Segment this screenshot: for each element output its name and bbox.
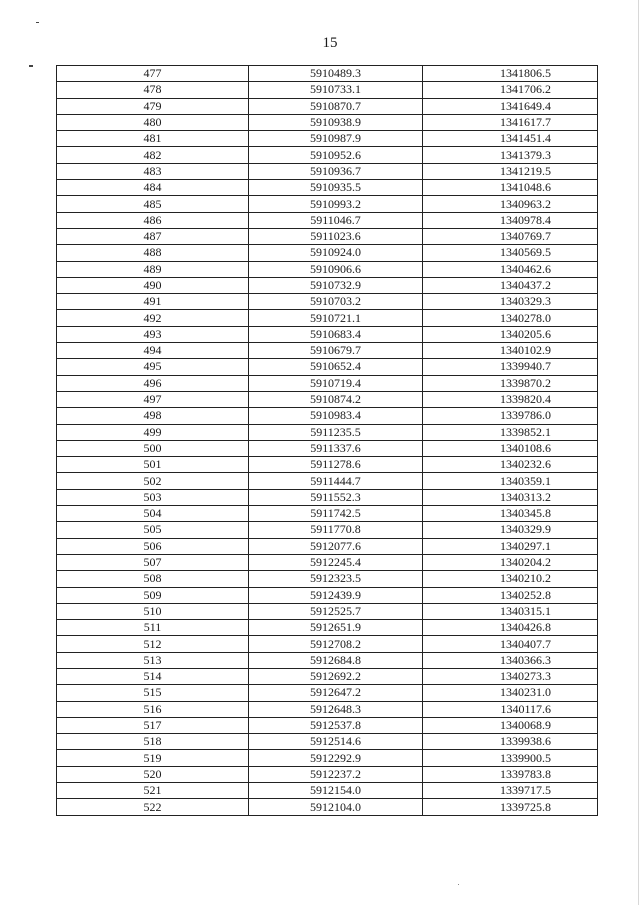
y-coordinate-cell: 1340273.3	[423, 668, 598, 684]
table-row	[57, 457, 598, 473]
x-coordinate-cell: 5912708.2	[249, 636, 423, 652]
coordinates-table-body	[57, 66, 598, 816]
y-coordinate-cell: 1340963.2	[423, 196, 598, 212]
table-row	[57, 98, 598, 114]
point-number-cell: 517	[57, 717, 249, 733]
point-number-cell: 487	[57, 228, 249, 244]
y-coordinate-cell: 1341806.5	[423, 66, 598, 82]
x-coordinate-cell: 5912237.2	[249, 766, 423, 782]
point-number-cell: 479	[57, 98, 249, 114]
table-row	[57, 326, 598, 342]
point-number-cell: 478	[57, 82, 249, 98]
point-number-cell: 504	[57, 506, 249, 522]
x-coordinate-cell: 5912323.5	[249, 571, 423, 587]
point-number-cell: 493	[57, 326, 249, 342]
point-number-cell: 486	[57, 212, 249, 228]
point-number-cell: 510	[57, 603, 249, 619]
scan-speck	[36, 22, 39, 23]
table-row	[57, 114, 598, 130]
y-coordinate-cell: 1339786.0	[423, 408, 598, 424]
x-coordinate-cell: 5911742.5	[249, 506, 423, 522]
x-coordinate-cell: 5910683.4	[249, 326, 423, 342]
x-coordinate-cell: 5911046.7	[249, 212, 423, 228]
coordinates-table	[56, 65, 598, 816]
table-row	[57, 66, 598, 82]
y-coordinate-cell: 1339783.8	[423, 766, 598, 782]
y-coordinate-cell: 1340117.6	[423, 701, 598, 717]
table-row	[57, 571, 598, 587]
x-coordinate-cell: 5910652.4	[249, 359, 423, 375]
x-coordinate-cell: 5912684.8	[249, 652, 423, 668]
y-coordinate-cell: 1341219.5	[423, 163, 598, 179]
x-coordinate-cell: 5911444.7	[249, 473, 423, 489]
x-coordinate-cell: 5910721.1	[249, 310, 423, 326]
y-coordinate-cell: 1340210.2	[423, 571, 598, 587]
table-row	[57, 359, 598, 375]
x-coordinate-cell: 5912537.8	[249, 717, 423, 733]
x-coordinate-cell: 5912647.2	[249, 685, 423, 701]
y-coordinate-cell: 1340978.4	[423, 212, 598, 228]
y-coordinate-cell: 1339870.2	[423, 375, 598, 391]
x-coordinate-cell: 5910870.7	[249, 98, 423, 114]
y-coordinate-cell: 1340313.2	[423, 489, 598, 505]
point-number-cell: 477	[57, 66, 249, 82]
table-row	[57, 636, 598, 652]
point-number-cell: 511	[57, 620, 249, 636]
table-row	[57, 620, 598, 636]
y-coordinate-cell: 1339725.8	[423, 799, 598, 815]
point-number-cell: 520	[57, 766, 249, 782]
y-coordinate-cell: 1340569.5	[423, 245, 598, 261]
scan-speck	[29, 65, 33, 67]
y-coordinate-cell: 1340068.9	[423, 717, 598, 733]
point-number-cell: 499	[57, 424, 249, 440]
point-number-cell: 481	[57, 131, 249, 147]
table-row	[57, 408, 598, 424]
y-coordinate-cell: 1339900.5	[423, 750, 598, 766]
x-coordinate-cell: 5912525.7	[249, 603, 423, 619]
table-row	[57, 310, 598, 326]
point-number-cell: 497	[57, 391, 249, 407]
table-row	[57, 799, 598, 815]
table-row	[57, 375, 598, 391]
y-coordinate-cell: 1340769.7	[423, 228, 598, 244]
table-row	[57, 750, 598, 766]
y-coordinate-cell: 1340205.6	[423, 326, 598, 342]
point-number-cell: 501	[57, 457, 249, 473]
point-number-cell: 518	[57, 734, 249, 750]
x-coordinate-cell: 5912154.0	[249, 783, 423, 799]
x-coordinate-cell: 5912104.0	[249, 799, 423, 815]
page-number: 15	[322, 35, 338, 51]
table-row	[57, 212, 598, 228]
y-coordinate-cell: 1341617.7	[423, 114, 598, 130]
x-coordinate-cell: 5912651.9	[249, 620, 423, 636]
x-coordinate-cell: 5912439.9	[249, 587, 423, 603]
y-coordinate-cell: 1340426.8	[423, 620, 598, 636]
x-coordinate-cell: 5910983.4	[249, 408, 423, 424]
point-number-cell: 489	[57, 261, 249, 277]
x-coordinate-cell: 5910874.2	[249, 391, 423, 407]
x-coordinate-cell: 5912514.6	[249, 734, 423, 750]
table-row	[57, 147, 598, 163]
x-coordinate-cell: 5911552.3	[249, 489, 423, 505]
y-coordinate-cell: 1341451.4	[423, 131, 598, 147]
table-row	[57, 668, 598, 684]
x-coordinate-cell: 5910936.7	[249, 163, 423, 179]
point-number-cell: 491	[57, 294, 249, 310]
table-row	[57, 277, 598, 293]
table-row	[57, 228, 598, 244]
y-coordinate-cell: 1341649.4	[423, 98, 598, 114]
table-row	[57, 717, 598, 733]
x-coordinate-cell: 5912648.3	[249, 701, 423, 717]
table-row	[57, 294, 598, 310]
x-coordinate-cell: 5911770.8	[249, 522, 423, 538]
y-coordinate-cell: 1339852.1	[423, 424, 598, 440]
table-row	[57, 489, 598, 505]
point-number-cell: 513	[57, 652, 249, 668]
table-row	[57, 538, 598, 554]
table-row	[57, 82, 598, 98]
table-row	[57, 261, 598, 277]
x-coordinate-cell: 5910993.2	[249, 196, 423, 212]
table-row	[57, 180, 598, 196]
y-coordinate-cell: 1340231.0	[423, 685, 598, 701]
y-coordinate-cell: 1340297.1	[423, 538, 598, 554]
y-coordinate-cell: 1340204.2	[423, 554, 598, 570]
point-number-cell: 485	[57, 196, 249, 212]
y-coordinate-cell: 1340329.9	[423, 522, 598, 538]
point-number-cell: 514	[57, 668, 249, 684]
y-coordinate-cell: 1340315.1	[423, 603, 598, 619]
point-number-cell: 507	[57, 554, 249, 570]
point-number-cell: 521	[57, 783, 249, 799]
table-row	[57, 734, 598, 750]
table-row	[57, 701, 598, 717]
x-coordinate-cell: 5912245.4	[249, 554, 423, 570]
x-coordinate-cell: 5910732.9	[249, 277, 423, 293]
table-row	[57, 783, 598, 799]
y-coordinate-cell: 1340108.6	[423, 440, 598, 456]
point-number-cell: 480	[57, 114, 249, 130]
table-row	[57, 554, 598, 570]
table-row	[57, 685, 598, 701]
y-coordinate-cell: 1340232.6	[423, 457, 598, 473]
x-coordinate-cell: 5910935.5	[249, 180, 423, 196]
point-number-cell: 512	[57, 636, 249, 652]
table-row	[57, 766, 598, 782]
table-row	[57, 391, 598, 407]
y-coordinate-cell: 1340252.8	[423, 587, 598, 603]
y-coordinate-cell: 1339820.4	[423, 391, 598, 407]
point-number-cell: 505	[57, 522, 249, 538]
page-edge	[638, 0, 639, 905]
point-number-cell: 484	[57, 180, 249, 196]
point-number-cell: 483	[57, 163, 249, 179]
table-row	[57, 587, 598, 603]
point-number-cell: 500	[57, 440, 249, 456]
y-coordinate-cell: 1340345.8	[423, 506, 598, 522]
scan-speck	[458, 884, 459, 885]
point-number-cell: 516	[57, 701, 249, 717]
x-coordinate-cell: 5910719.4	[249, 375, 423, 391]
x-coordinate-cell: 5910987.9	[249, 131, 423, 147]
x-coordinate-cell: 5910952.6	[249, 147, 423, 163]
y-coordinate-cell: 1340102.9	[423, 343, 598, 359]
point-number-cell: 509	[57, 587, 249, 603]
point-number-cell: 515	[57, 685, 249, 701]
point-number-cell: 508	[57, 571, 249, 587]
table-row	[57, 522, 598, 538]
y-coordinate-cell: 1339940.7	[423, 359, 598, 375]
point-number-cell: 498	[57, 408, 249, 424]
table-row	[57, 424, 598, 440]
x-coordinate-cell: 5911023.6	[249, 228, 423, 244]
table-row	[57, 245, 598, 261]
table-row	[57, 343, 598, 359]
x-coordinate-cell: 5912292.9	[249, 750, 423, 766]
point-number-cell: 496	[57, 375, 249, 391]
point-number-cell: 494	[57, 343, 249, 359]
point-number-cell: 502	[57, 473, 249, 489]
x-coordinate-cell: 5910489.3	[249, 66, 423, 82]
table-row	[57, 196, 598, 212]
x-coordinate-cell: 5911235.5	[249, 424, 423, 440]
table-row	[57, 163, 598, 179]
y-coordinate-cell: 1339717.5	[423, 783, 598, 799]
x-coordinate-cell: 5911278.6	[249, 457, 423, 473]
table-row	[57, 473, 598, 489]
table-row	[57, 652, 598, 668]
table-row	[57, 603, 598, 619]
y-coordinate-cell: 1340407.7	[423, 636, 598, 652]
y-coordinate-cell: 1339938.6	[423, 734, 598, 750]
table-row	[57, 440, 598, 456]
point-number-cell: 506	[57, 538, 249, 554]
point-number-cell: 503	[57, 489, 249, 505]
point-number-cell: 482	[57, 147, 249, 163]
y-coordinate-cell: 1340462.6	[423, 261, 598, 277]
point-number-cell: 519	[57, 750, 249, 766]
point-number-cell: 522	[57, 799, 249, 815]
x-coordinate-cell: 5910938.9	[249, 114, 423, 130]
x-coordinate-cell: 5910703.2	[249, 294, 423, 310]
point-number-cell: 492	[57, 310, 249, 326]
table-row	[57, 131, 598, 147]
y-coordinate-cell: 1341379.3	[423, 147, 598, 163]
x-coordinate-cell: 5910733.1	[249, 82, 423, 98]
x-coordinate-cell: 5911337.6	[249, 440, 423, 456]
y-coordinate-cell: 1340437.2	[423, 277, 598, 293]
x-coordinate-cell: 5912077.6	[249, 538, 423, 554]
y-coordinate-cell: 1341706.2	[423, 82, 598, 98]
table-row	[57, 506, 598, 522]
y-coordinate-cell: 1340366.3	[423, 652, 598, 668]
point-number-cell: 490	[57, 277, 249, 293]
x-coordinate-cell: 5910906.6	[249, 261, 423, 277]
point-number-cell: 495	[57, 359, 249, 375]
x-coordinate-cell: 5910679.7	[249, 343, 423, 359]
y-coordinate-cell: 1340278.0	[423, 310, 598, 326]
x-coordinate-cell: 5910924.0	[249, 245, 423, 261]
y-coordinate-cell: 1340329.3	[423, 294, 598, 310]
point-number-cell: 488	[57, 245, 249, 261]
y-coordinate-cell: 1340359.1	[423, 473, 598, 489]
x-coordinate-cell: 5912692.2	[249, 668, 423, 684]
y-coordinate-cell: 1341048.6	[423, 180, 598, 196]
